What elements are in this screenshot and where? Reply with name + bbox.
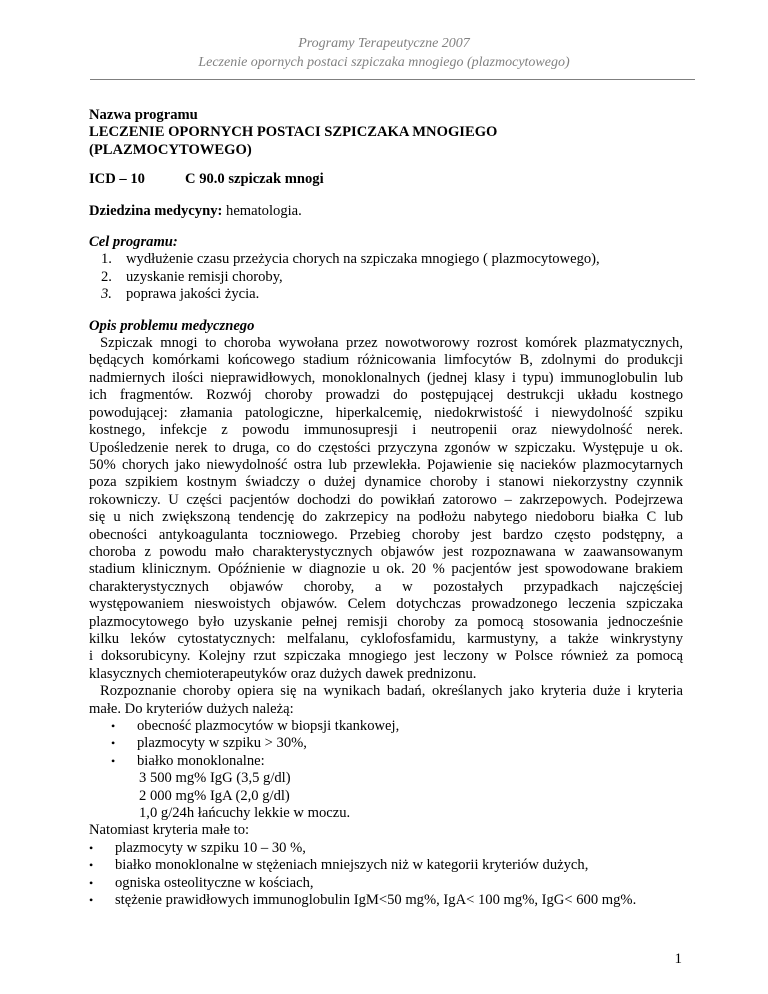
- problem-description-title: Opis problemu medycznego: [89, 317, 255, 334]
- icd-label: ICD – 10: [89, 171, 145, 188]
- paragraph-line: będących komórkami końcowego stadium różnicowania limfocytów B, zdolnymi do produkcji: [89, 352, 683, 369]
- paragraph-line: 50% chorych jako niewydolność ostra lub przewlekła. Pojawienie się nacieków plazmocytarnych: [89, 456, 683, 473]
- program-goals-list: [89, 251, 683, 303]
- list-item: • białko monoklonalne w stężeniach mniejszych niż w kategorii kryteriów dużych,: [89, 857, 589, 874]
- paragraph-line: obecności antykoagulanta toczniowego. Przebieg choroby jest bardzo często podstępny, a: [89, 526, 683, 543]
- program-name-label: Nazwa programu: [89, 107, 198, 123]
- header-divider: [90, 79, 695, 80]
- paragraph-line: Rozpoznanie choroby opiera się na wynikach badań, określanych jako kryteria duże i kryteria: [100, 683, 683, 700]
- minor-criteria-list: [89, 840, 683, 910]
- page-number: 1: [674, 951, 682, 967]
- list-item: • stężenie prawidłowych immunoglobulin IgM<50 mg%, IgA< 100 mg%, IgG< 600 mg%.: [89, 892, 637, 909]
- paragraph-line: poza szpikiem kostnym świadczy o dużej dynamice choroby i stanowi niekorzystny czynnik: [89, 474, 683, 491]
- list-item: • ogniska osteolityczne w kościach,: [89, 874, 314, 891]
- program-title-line-1: LECZENIE OPORNYCH POSTACI SZPICZAKA MNOGIEGO: [89, 124, 498, 141]
- icd-value: C 90.0 szpiczak mnogi: [185, 171, 324, 188]
- minor-criteria-intro: Natomiast kryteria małe to:: [89, 822, 250, 839]
- header-line-1: Programy Terapeutyczne 2007: [298, 36, 470, 51]
- diagnosis-paragraph: [89, 683, 683, 718]
- protein-level-item: 1,0 g/24h łańcuchy lekkie w moczu.: [139, 805, 351, 822]
- list-item: • białko monoklonalne:: [111, 752, 265, 769]
- paragraph-line: występowaniem nieswoistych objawów. Celem dotychczas prowadzonego leczenia szpiczaka: [89, 596, 683, 613]
- paragraph-line: plazmocytowego było uzyskanie pełnej remisji choroby za pomocą stosowania jednocześnie: [89, 613, 683, 630]
- paragraph-line: i doksorubicyny. Kolejny rzut szpiczaka mnogiego jest leczony w Polsce również za pomocą: [89, 648, 683, 665]
- paragraph-line: powodującej: złamania patologiczne, hiperkalcemię, niedokrwistość i niewydolność szpiku: [89, 404, 683, 421]
- program-title-line-2: (PLAZMOCYTOWEGO): [89, 141, 252, 158]
- paragraph-line: małe. Do kryteriów dużych należą:: [89, 700, 294, 717]
- goal-item: 3. poprawa jakości życia.: [101, 286, 260, 303]
- paragraph-line: Szpiczak mnogi to choroba wywołana przez nowotworowy rozrost komórek plazmatycznych,: [100, 335, 683, 352]
- icd-code-row: [89, 171, 683, 188]
- paragraph-line: kilku leków cytostatycznych: melfalanu, cyklofosfamidu, karmustyny, a także winkrystyny: [89, 630, 683, 647]
- paragraph-line: choroba z powodu mało charakterystycznych objawów jest rozpoznawana w zaawansowanym: [89, 543, 683, 560]
- protein-levels: [89, 770, 683, 822]
- paragraph-line: rokowniczy. U części pacjentów dochodzi do powikłań zatorowo – zakrzepowych. Podejrzewa: [89, 491, 683, 508]
- medical-field-value: hematologia.: [226, 202, 302, 219]
- list-item: • obecność plazmocytów w biopsji tkankowej,: [111, 718, 400, 734]
- page-header: [0, 34, 768, 72]
- document-body: [89, 107, 683, 909]
- goal-item: 2. uzyskanie remisji choroby,: [101, 268, 283, 285]
- protein-level-item: 2 000 mg% IgA (2,0 g/dl): [139, 787, 290, 804]
- protein-level-item: 3 500 mg% IgG (3,5 g/dl): [139, 770, 291, 787]
- medical-field: [89, 203, 683, 220]
- program-goals-label: Cel programu:: [89, 234, 178, 251]
- paragraph-line: się u nich zwiększoną tendencję do zakrzepicy na podłożu nabytego niedoboru białka C lub: [89, 509, 683, 526]
- paragraph-line: Upośledzenie nerek to druga, co do częstości przyczyna zgonów w szpiczaku. Występuje u ok.: [89, 439, 683, 456]
- paragraph-line: klasycznych chemioterapeutyków oraz dużych dawek prednizonu.: [89, 665, 477, 682]
- header-line-2: Leczenie opornych postaci szpiczaka mnogiego (plazmocytowego): [198, 55, 570, 70]
- paragraph-line: nadmiernych ilości nieprawidłowych, monoklonalnych (jednej klasy i typu) immunoglobulin lub: [89, 369, 683, 386]
- medical-field-label: Dziedzina medycyny:: [89, 202, 223, 219]
- goal-item: 1. wydłużenie czasu przeżycia chorych na szpiczaka mnogiego ( plazmocytowego),: [101, 251, 600, 268]
- paragraph-line: stadium klinicznym. Opóźnienie w diagnozie u ok. 20 % pacjentów jest spowodowane brakiem: [89, 561, 683, 578]
- paragraph-line: ich fragmentów. Rozwój choroby prowadzi do postępującej destrukcji układu kostnego: [89, 387, 683, 404]
- major-criteria-list: [89, 718, 683, 770]
- list-item: • plazmocyty w szpiku 10 – 30 %,: [89, 839, 306, 856]
- list-item: • plazmocyty w szpiku > 30%,: [111, 735, 307, 752]
- paragraph-line: charakterystycznych objawów choroby, a w pozostałych przypadkach najczęściej: [89, 578, 683, 595]
- problem-description-paragraph: [89, 335, 683, 683]
- paragraph-line: kostnego, infekcje z powodu immunosupresji i neutropenii oraz niewydolność nerek.: [89, 422, 683, 439]
